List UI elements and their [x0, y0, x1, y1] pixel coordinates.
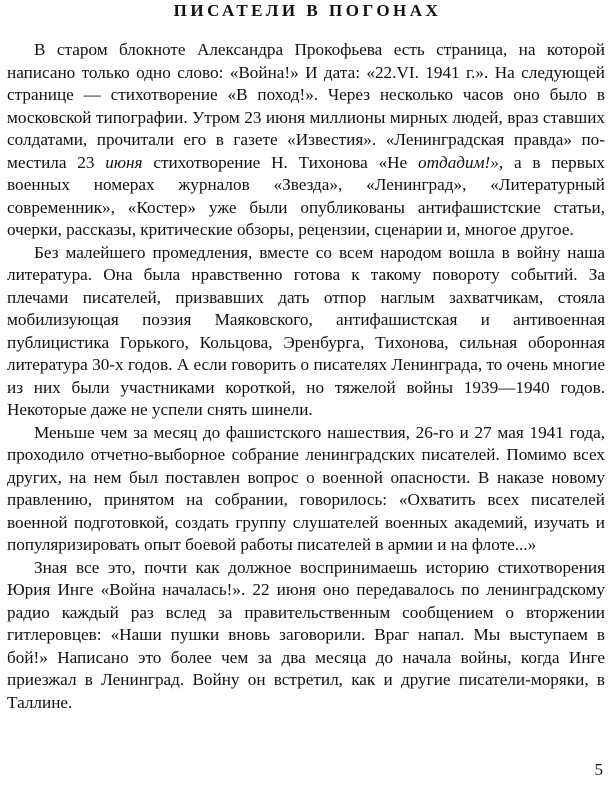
text-run: В старом блокноте Александра Прокофьева есть страница, на которой написано только одно слово: «Война!» И дата: «22.VI. 1941 г.». На следующей странице — стихотворение «В поход!». Через несколько часов оно было в московской типографии. Утром 23 июня миллионы мирных людей, враз ставших солдатами, прочитали его в газете «Известия». «Ленинградская правда» поместила 23 [7, 40, 605, 172]
text-run: стихотворение Н. Тихонова «Не [142, 152, 418, 172]
paragraph [7, 422, 605, 557]
chapter-heading: ПИСАТЕЛИ В ПОГОНАХ [173, 1, 442, 20]
paragraph [7, 242, 605, 422]
text-run: , а в первых военных номерах журналов «Звезда», «Ленинград», «Литературный современник», «Костер» уже были опубликованы антифашистские статьи, очерки, рассказы, критические обзоры, рецензии, сценарии и, многое другое. [7, 152, 606, 239]
paragraph [7, 557, 605, 715]
paragraph [7, 39, 605, 242]
chapter-body [7, 39, 605, 714]
page-number: 5 [594, 760, 603, 779]
text-run: Зная все это, почти как должное воспринимаешь историю стихотворения Юрия Инге «Война началась!». 22 июня оно передавалось по ленинградскому радио каждый раз вслед за правительственным сообщением о вторжении гитлеровцев: «Наши пушки вновь заговорили. Враг напал. Мы выступаем в бой!» Написано это более чем за два месяца до начала войны, когда Инге приезжал в Ленинград. Войну он встретил, как и другие писатели-моряки, в Таллине. [7, 557, 605, 712]
italic-text: июня [105, 152, 143, 172]
text-run: Без малейшего промедления, вместе со всем народом вошла в войну наша литература. Она была нравственно готова к такому повороту событий. За плечами писателей, призвавших дать отпор наглым захватчикам, стояла мобилизующая поэзия Маяковского, антифашистская и антивоенная публицистика Горького, Кольцова, Эренбурга, Тихонова, сильная оборонная литература 30-х годов. А если говорить о писателях Ленинграда, то очень многие из них были участниками короткой, но тяжелой войны 1939—1940 годов. Некоторые даже не успели снять шинели. [7, 242, 605, 419]
italic-text: отдадим!» [418, 152, 499, 172]
text-run: Меньше чем за месяц до фашистского нашествия, 26-го и 27 мая 1941 года, проходило отчетно-выборное собрание ленинградских писателей. Помимо всех других, на нем был поставлен вопрос о военной опасности. В наказе новому правлению, принятом на собрании, говорилось: «Охватить всех писателей военной подготовкой, создать группу слушателей военных академий, изучать и популяризировать опыт боевой работы писателей в армии и на флоте...» [7, 422, 605, 554]
